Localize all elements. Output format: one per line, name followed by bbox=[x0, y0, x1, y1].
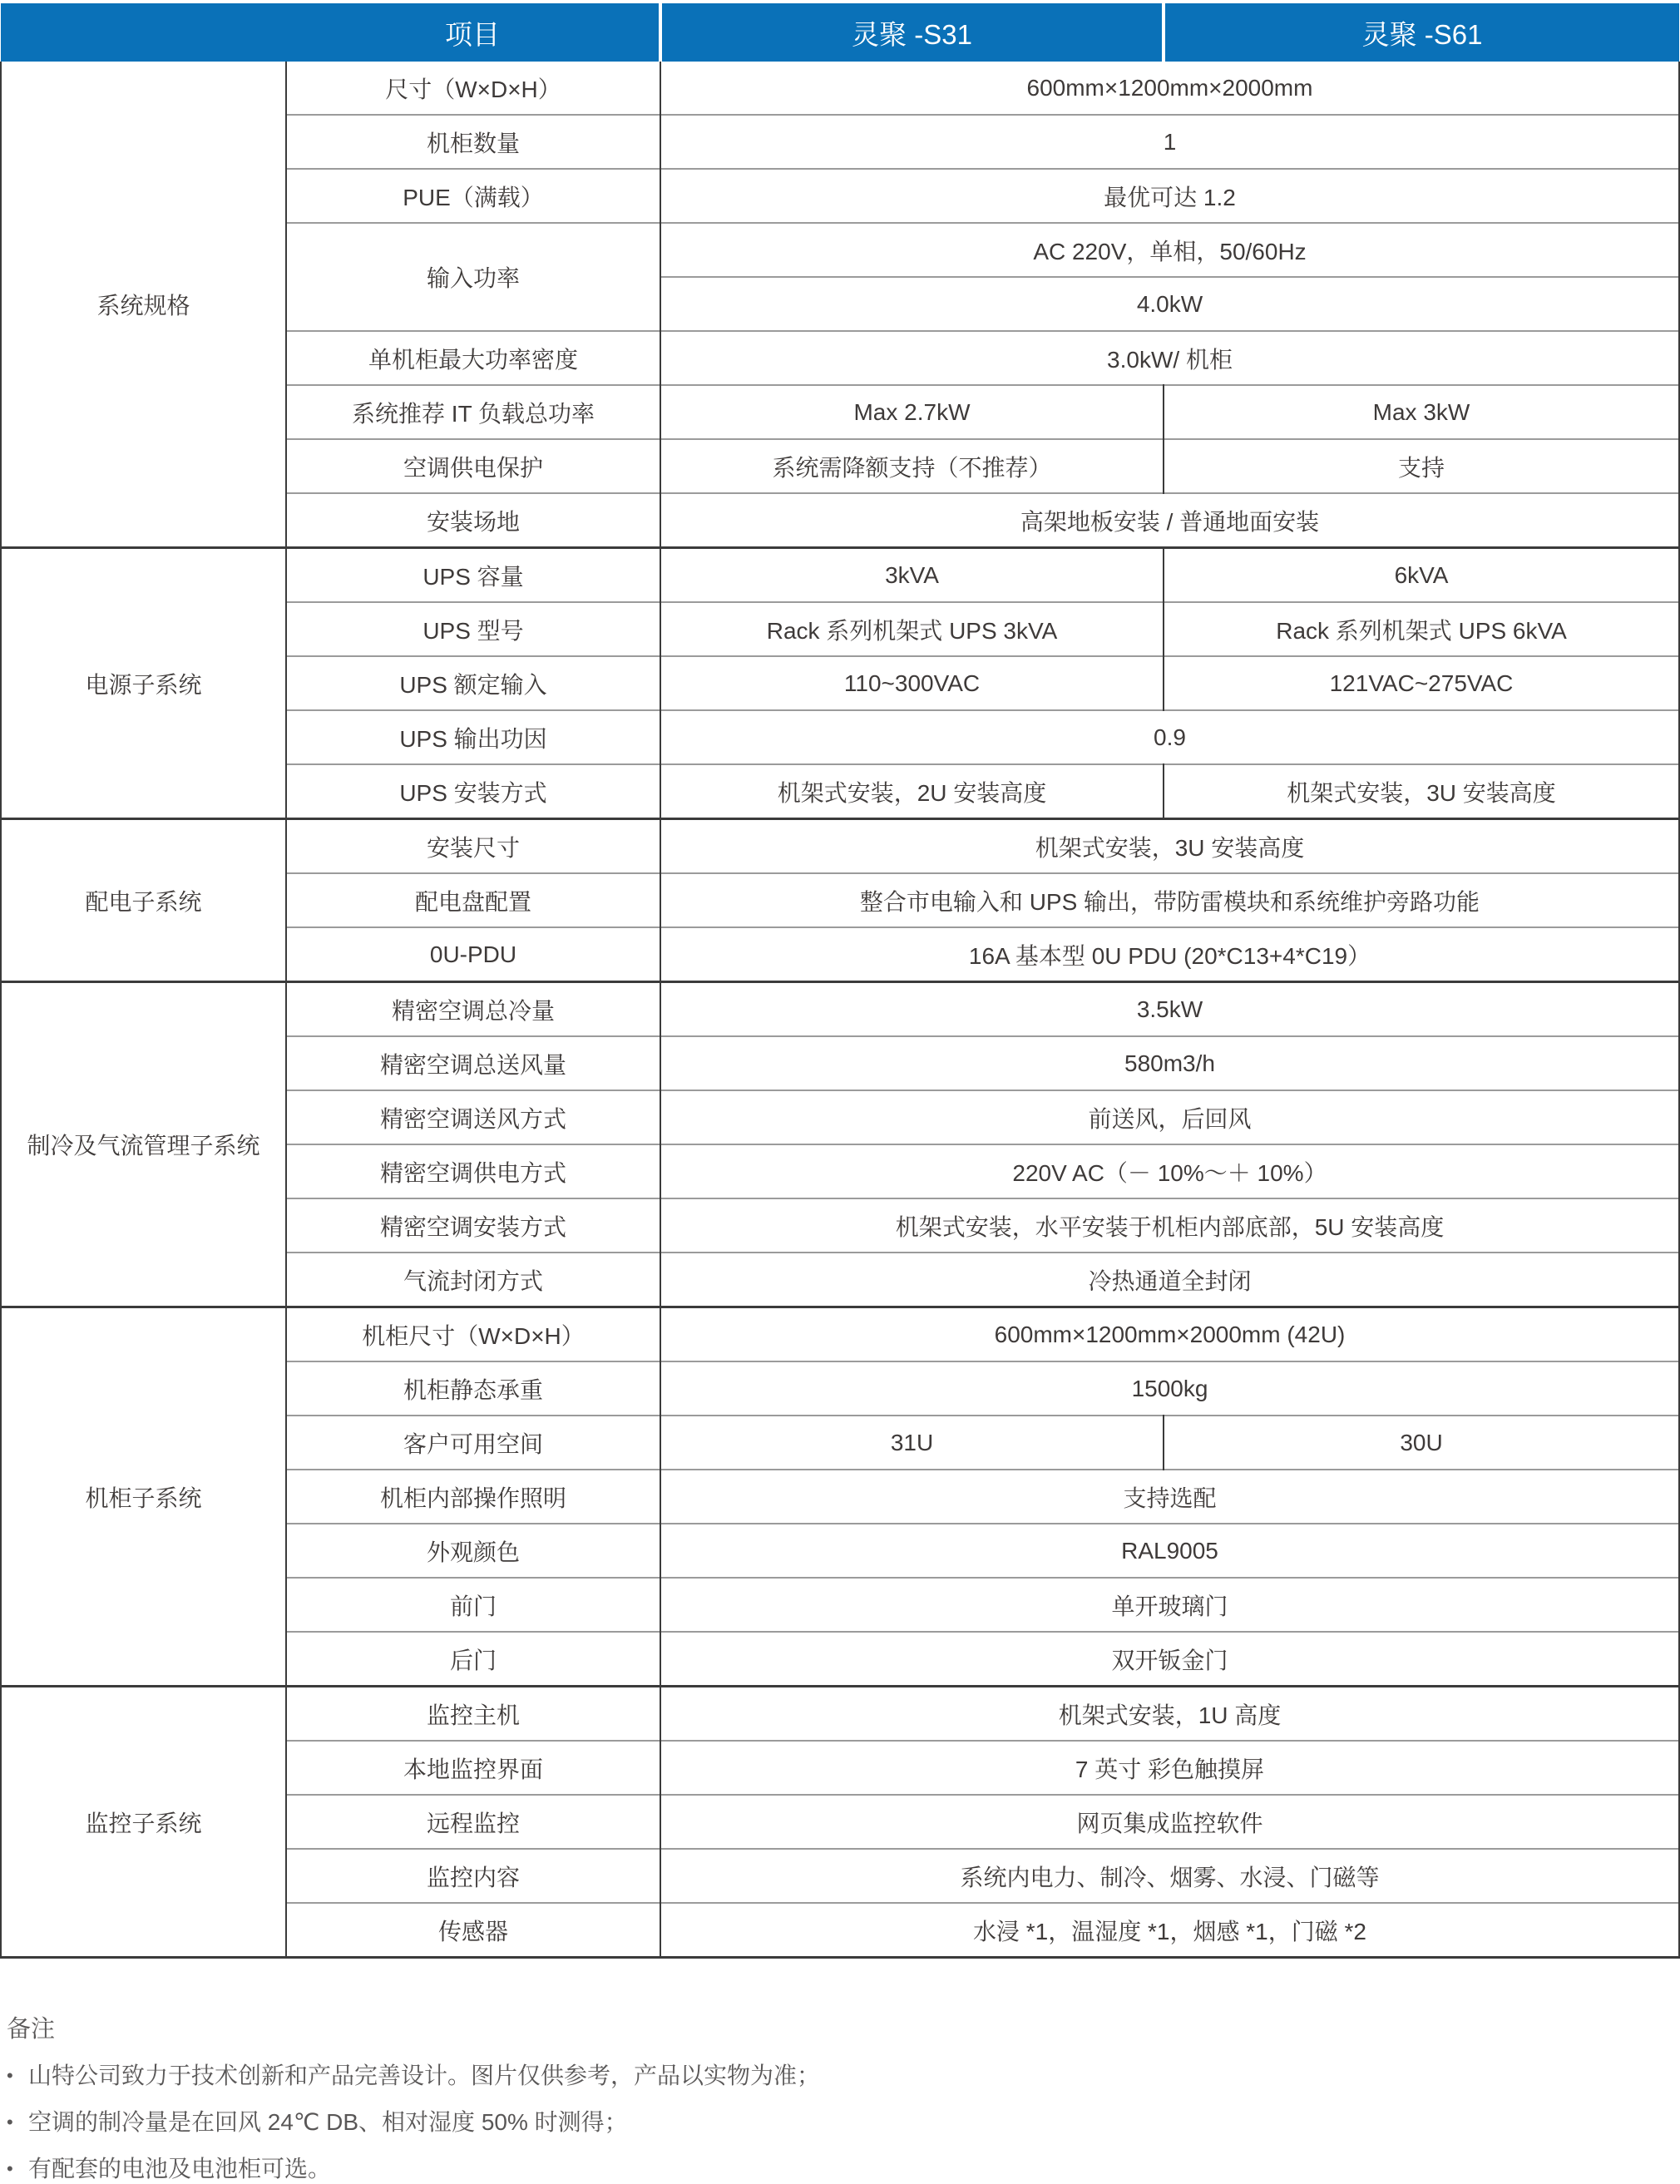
section-title-cooling-subsystem: 制冷及气流管理子系统 bbox=[1, 982, 286, 1307]
value-cell: 双开钣金门 bbox=[660, 1632, 1679, 1687]
datasheet-page bbox=[0, 3, 1678, 2182]
value-cell: 0.9 bbox=[660, 710, 1679, 764]
value-cell: 支持选配 bbox=[660, 1470, 1679, 1524]
value-cell-s61: Max 3kW bbox=[1164, 385, 1679, 439]
header-model-s31: 灵聚 -S31 bbox=[660, 3, 1164, 62]
item-label: 监控主机 bbox=[286, 1687, 660, 1742]
note-item bbox=[7, 2154, 1678, 2184]
item-label: 传感器 bbox=[286, 1903, 660, 1958]
value-cell-s31: 31U bbox=[660, 1416, 1164, 1470]
item-label: UPS 型号 bbox=[286, 602, 660, 656]
value-cell-s31: Max 2.7kW bbox=[660, 385, 1164, 439]
value-cell: 机架式安装，1U 高度 bbox=[660, 1687, 1679, 1742]
header-model-s61: 灵聚 -S61 bbox=[1164, 3, 1679, 62]
note-item bbox=[7, 2107, 1678, 2137]
item-label: 空调供电保护 bbox=[286, 439, 660, 493]
item-label: 客户可用空间 bbox=[286, 1416, 660, 1470]
value-cell: 单开玻璃门 bbox=[660, 1578, 1679, 1632]
header-items-label: 项目 bbox=[1, 3, 660, 62]
notes-title: 备注 bbox=[7, 2016, 56, 2043]
value-cell: 冷热通道全封闭 bbox=[660, 1253, 1679, 1307]
value-cell: 机架式安装，3U 安装高度 bbox=[660, 819, 1679, 874]
value-cell: 4.0kW bbox=[660, 277, 1679, 331]
item-label: 安装场地 bbox=[286, 493, 660, 548]
value-cell-s61: 6kVA bbox=[1164, 548, 1679, 603]
item-label: 精密空调总冷量 bbox=[286, 982, 660, 1037]
value-cell: RAL9005 bbox=[660, 1524, 1679, 1578]
section-title-power-subsystem: 电源子系统 bbox=[1, 548, 286, 819]
item-label: 系统推荐 IT 负载总功率 bbox=[286, 385, 660, 439]
item-label: 机柜数量 bbox=[286, 115, 660, 169]
item-label: 前门 bbox=[286, 1578, 660, 1632]
value-cell: 网页集成监控软件 bbox=[660, 1795, 1679, 1849]
item-label: 远程监控 bbox=[286, 1795, 660, 1849]
value-cell-s61: 支持 bbox=[1164, 439, 1679, 493]
item-label: 精密空调安装方式 bbox=[286, 1198, 660, 1253]
value-cell-s61: Rack 系列机架式 UPS 6kVA bbox=[1164, 602, 1679, 656]
item-label: 0U-PDU bbox=[286, 927, 660, 982]
item-label: 精密空调总送风量 bbox=[286, 1036, 660, 1090]
bullet-icon: • bbox=[7, 2112, 13, 2132]
value-cell-s31: 系统需降额支持（不推荐） bbox=[660, 439, 1164, 493]
item-label: 后门 bbox=[286, 1632, 660, 1687]
table-row bbox=[1, 982, 1679, 1037]
value-cell-s31: 3kVA bbox=[660, 548, 1164, 603]
spec-table bbox=[0, 3, 1680, 1959]
notes-section bbox=[7, 2010, 1678, 2184]
table-row bbox=[1, 1307, 1679, 1362]
value-cell: 机架式安装，水平安装于机柜内部底部，5U 安装高度 bbox=[660, 1198, 1679, 1253]
item-label: 本地监控界面 bbox=[286, 1741, 660, 1795]
value-cell: 600mm×1200mm×2000mm bbox=[660, 62, 1679, 115]
item-label: 监控内容 bbox=[286, 1849, 660, 1903]
value-cell-s61: 30U bbox=[1164, 1416, 1679, 1470]
table-row bbox=[1, 1687, 1679, 1742]
item-label: UPS 容量 bbox=[286, 548, 660, 603]
header-row bbox=[1, 3, 1679, 62]
table-row bbox=[1, 62, 1679, 115]
value-cell: 600mm×1200mm×2000mm (42U) bbox=[660, 1307, 1679, 1362]
item-label: 机柜尺寸（W×D×H） bbox=[286, 1307, 660, 1362]
value-cell-s31: 110~300VAC bbox=[660, 656, 1164, 710]
item-label: 精密空调送风方式 bbox=[286, 1090, 660, 1144]
note-text: 山特公司致力于技术创新和产品完善设计。图片仅供参考，产品以实物为准； bbox=[28, 2063, 821, 2088]
section-title-cabinet-subsystem: 机柜子系统 bbox=[1, 1307, 286, 1687]
item-label: 单机柜最大功率密度 bbox=[286, 331, 660, 385]
value-cell: AC 220V，单相，50/60Hz bbox=[660, 223, 1679, 277]
item-label: UPS 安装方式 bbox=[286, 764, 660, 819]
note-text: 空调的制冷量是在回风 24℃ DB、相对湿度 50% 时测得； bbox=[28, 2109, 628, 2135]
table-row bbox=[1, 819, 1679, 874]
value-cell: 整合市电输入和 UPS 输出，带防雷模块和系统维护旁路功能 bbox=[660, 873, 1679, 927]
note-item bbox=[7, 2061, 1678, 2091]
item-label: 机柜内部操作照明 bbox=[286, 1470, 660, 1524]
value-cell: 水浸 *1，温湿度 *1，烟感 *1，门磁 *2 bbox=[660, 1903, 1679, 1958]
section-title-system-specs: 系统规格 bbox=[1, 62, 286, 548]
item-label: UPS 输出功因 bbox=[286, 710, 660, 764]
item-label: 安装尺寸 bbox=[286, 819, 660, 874]
value-cell-s61: 121VAC~275VAC bbox=[1164, 656, 1679, 710]
item-label: 机柜静态承重 bbox=[286, 1361, 660, 1416]
value-cell: 220V AC（－ 10%～＋ 10%） bbox=[660, 1144, 1679, 1198]
item-label: PUE（满载） bbox=[286, 169, 660, 223]
item-label: 尺寸（W×D×H） bbox=[286, 62, 660, 115]
bullet-icon: • bbox=[7, 2158, 13, 2179]
item-label: 输入功率 bbox=[286, 223, 660, 331]
value-cell: 最优可达 1.2 bbox=[660, 169, 1679, 223]
value-cell-s31: Rack 系列机架式 UPS 3kVA bbox=[660, 602, 1164, 656]
value-cell: 580m3/h bbox=[660, 1036, 1679, 1090]
item-label: 精密空调供电方式 bbox=[286, 1144, 660, 1198]
value-cell: 前送风，后回风 bbox=[660, 1090, 1679, 1144]
note-text: 有配套的电池及电池柜可选。 bbox=[28, 2156, 332, 2182]
value-cell: 3.5kW bbox=[660, 982, 1679, 1037]
value-cell: 16A 基本型 0U PDU (20*C13+4*C19） bbox=[660, 927, 1679, 982]
section-title-monitoring-subsystem: 监控子系统 bbox=[1, 1687, 286, 1958]
value-cell: 系统内电力、制冷、烟雾、水浸、门磁等 bbox=[660, 1849, 1679, 1903]
value-cell: 1 bbox=[660, 115, 1679, 169]
item-label: 气流封闭方式 bbox=[286, 1253, 660, 1307]
item-label: 配电盘配置 bbox=[286, 873, 660, 927]
bullet-icon: • bbox=[7, 2065, 13, 2086]
value-cell-s31: 机架式安装，2U 安装高度 bbox=[660, 764, 1164, 819]
value-cell-s61: 机架式安装，3U 安装高度 bbox=[1164, 764, 1679, 819]
value-cell: 7 英寸 彩色触摸屏 bbox=[660, 1741, 1679, 1795]
item-label: 外观颜色 bbox=[286, 1524, 660, 1578]
value-cell: 1500kg bbox=[660, 1361, 1679, 1416]
value-cell: 高架地板安装 / 普通地面安装 bbox=[660, 493, 1679, 548]
section-title-distribution-subsystem: 配电子系统 bbox=[1, 819, 286, 982]
table-row bbox=[1, 548, 1679, 603]
value-cell: 3.0kW/ 机柜 bbox=[660, 331, 1679, 385]
item-label: UPS 额定输入 bbox=[286, 656, 660, 710]
